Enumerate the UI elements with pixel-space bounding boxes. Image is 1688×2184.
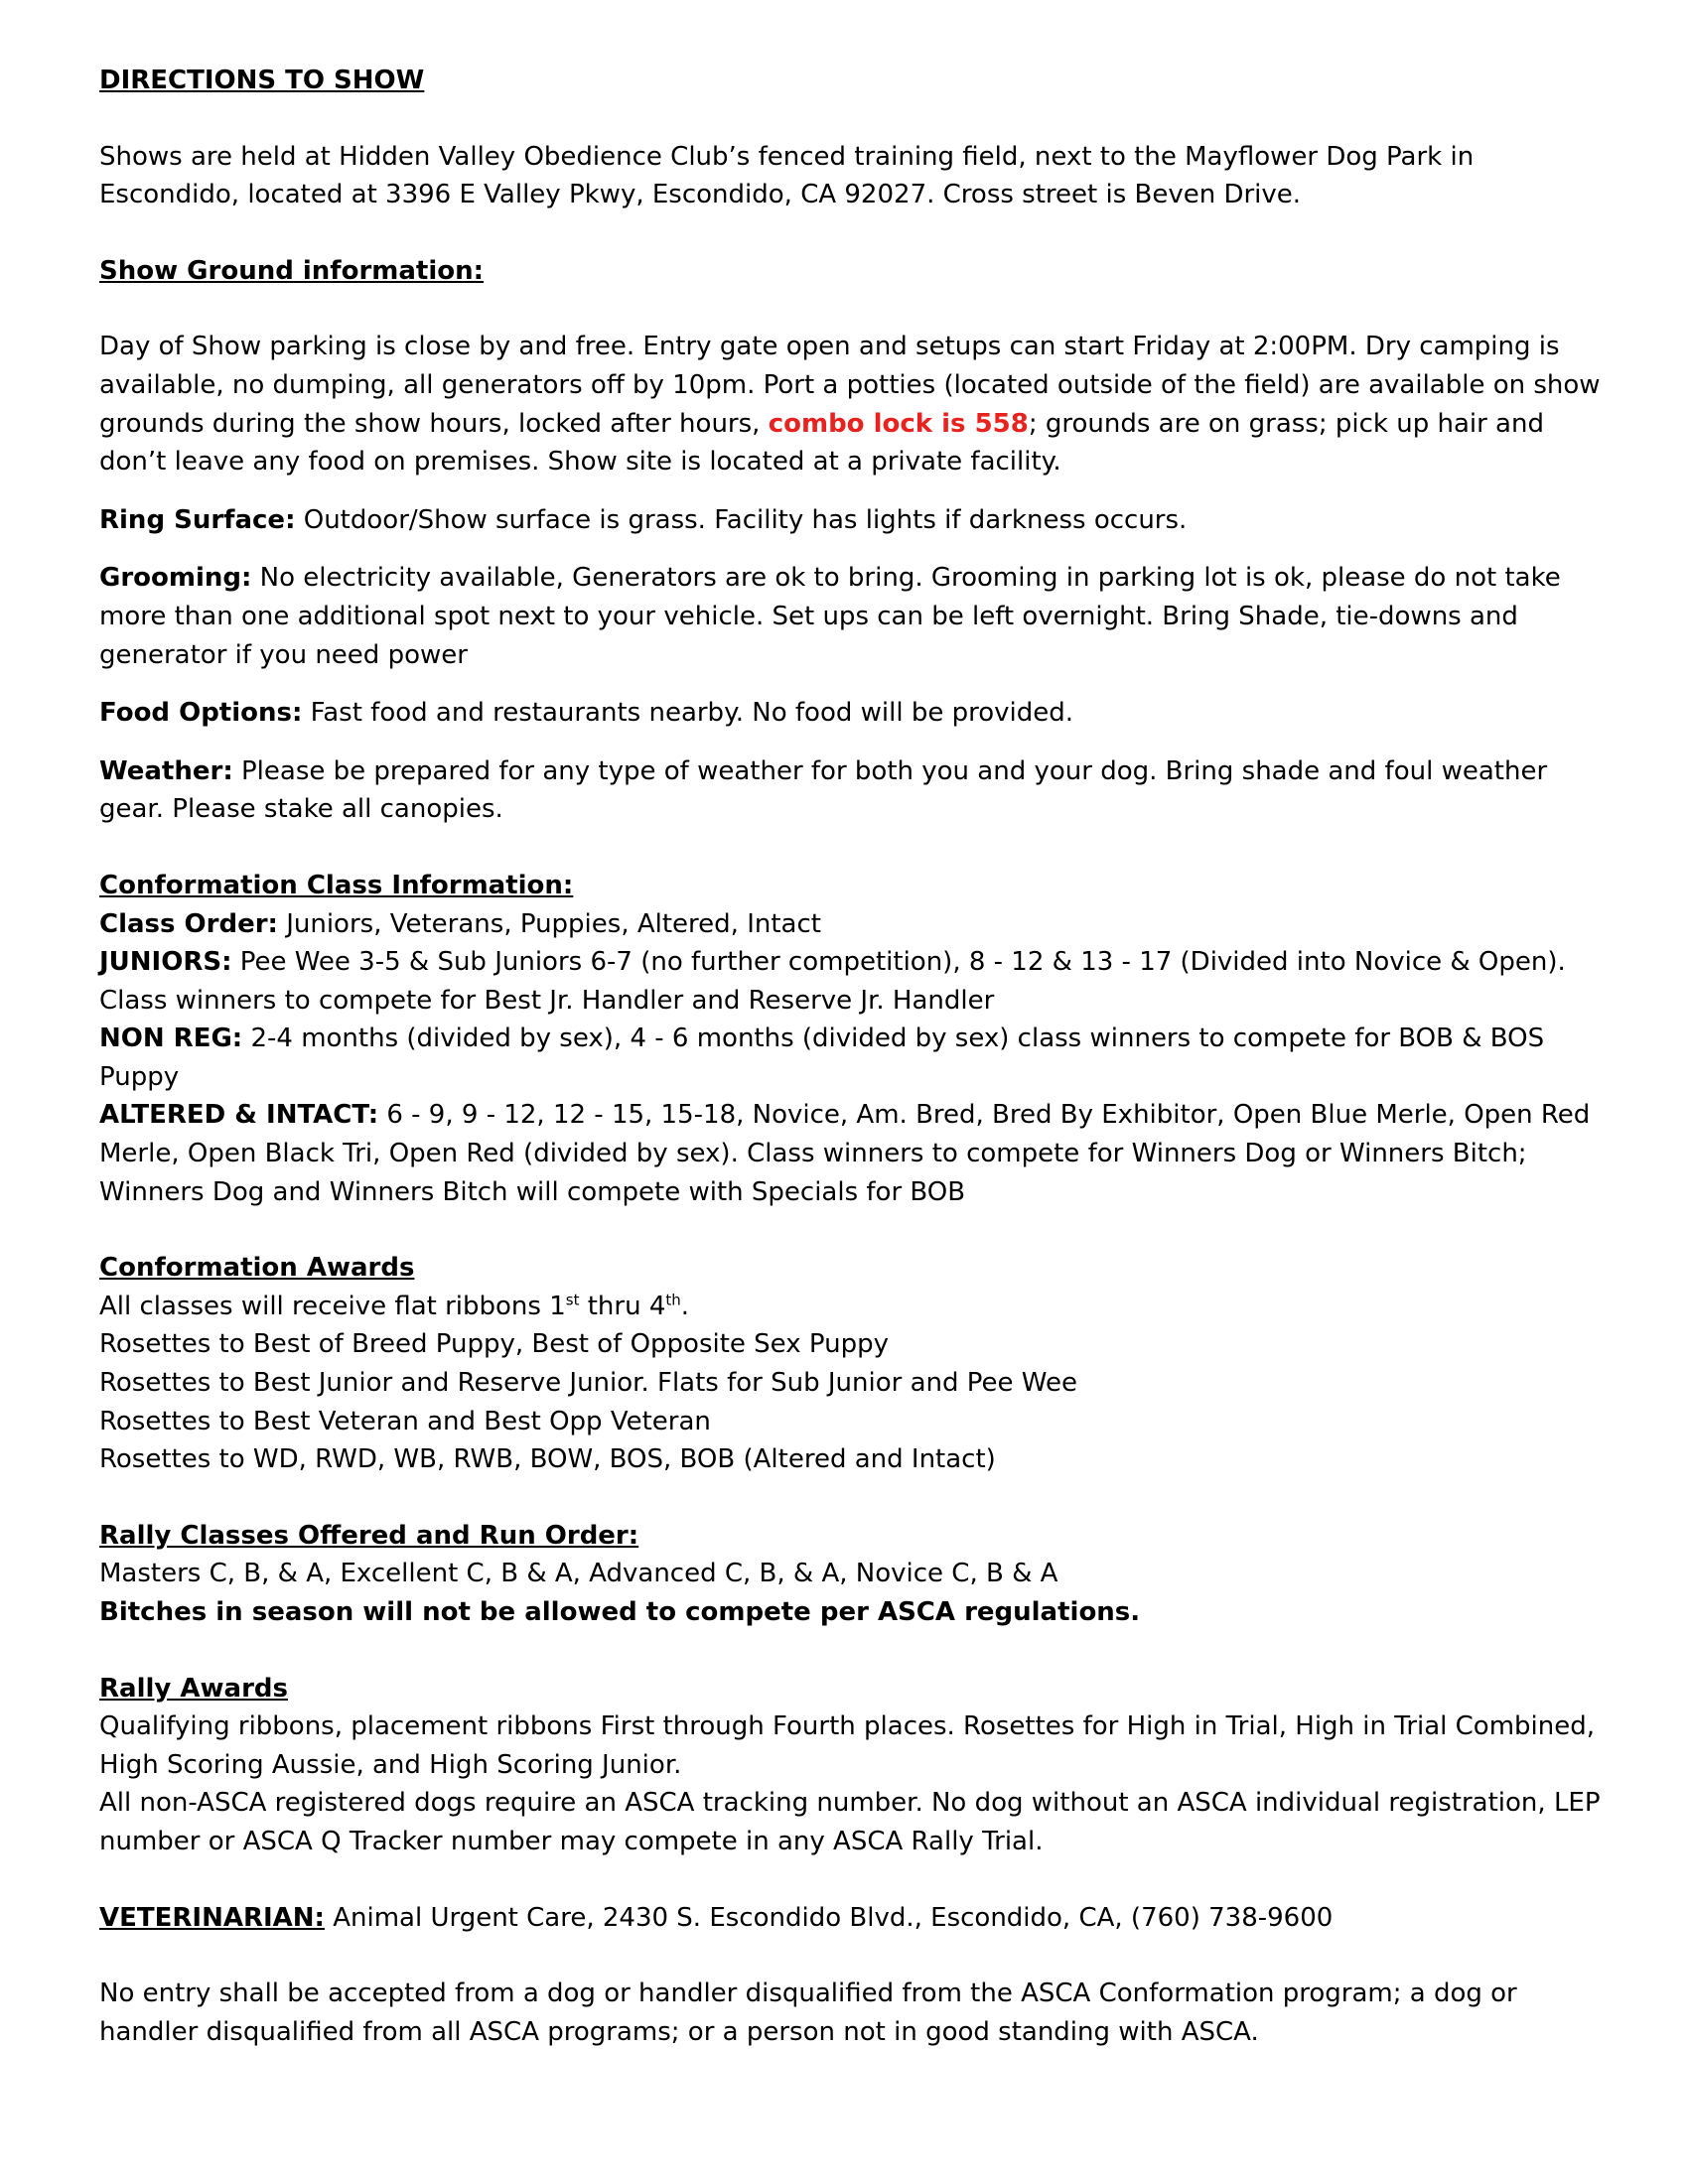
disclaimer-text: No entry shall be accepted from a dog or handler disqualified from the ASCA Conformation program; a dog or handler disqualified from all ASCA programs; or a person not in good standing with ASCA.	[99, 1979, 1517, 2047]
food-text: Fast food and restaurants nearby. No food will be provided.	[302, 698, 1074, 729]
awards-line-1-a: All classes will receive flat ribbons 1	[99, 1291, 566, 1321]
grooming-text: No electricity available, Generators are ok to bring. Grooming in parking lot is ok, please do not take more than one additional spot next to your vehicle. Set ups can be left overnight. Bring Shade, tie-downs and generator if you need power	[99, 563, 1561, 670]
conformation-class-heading: Conformation Class Information:	[99, 870, 574, 900]
food-label: Food Options:	[99, 698, 303, 729]
awards-line-5: Rosettes to WD, RWD, WB, RWB, BOW, BOS, BOB (Altered and Intact)	[99, 1444, 996, 1475]
directions-section	[99, 62, 1609, 100]
weather-text: Please be prepared for any type of weather for both you and your dog. Bring shade and foul weather gear. Please stake all canopies.	[99, 755, 1548, 825]
show-ground-heading: Show Ground information:	[99, 255, 485, 286]
conformation-awards-section	[99, 1249, 1609, 1288]
awards-line-3: Rosettes to Best Junior and Reserve Junior. Flats for Sub Junior and Pee Wee	[99, 1368, 1077, 1399]
veterinarian-line	[99, 1899, 1609, 1938]
awards-line-1-c: .	[680, 1291, 690, 1321]
ring-surface-text: Outdoor/Show surface is grass. Facility has lights if darkness occurs.	[295, 504, 1188, 535]
class-order-label: Class Order:	[99, 908, 278, 939]
ring-surface-paragraph	[99, 501, 1609, 540]
class-order-text: Juniors, Veterans, Puppies, Altered, Intact	[277, 908, 821, 939]
show-ground-text-part2: ; grounds are on grass; pick up hair and don’t leave any food on premises. Show site is located at a private facility.	[99, 408, 1544, 478]
show-ground-section	[99, 252, 1609, 291]
class-order-line	[99, 905, 1609, 944]
weather-label: Weather:	[99, 755, 233, 786]
rally-awards-section	[99, 1670, 1609, 1708]
rally-classes-section	[99, 1517, 1609, 1556]
altered-intact-label: ALTERED & INTACT:	[99, 1100, 379, 1131]
directions-text: Shows are held at Hidden Valley Obedience Club’s fenced training field, next to the Mayflower Dog Park in Escondido, located at 3396 E Valley Pkwy, Escondido, CA 92027. Cross street is Beven Drive.	[99, 141, 1475, 210]
rally-awards-text-2: All non-ASCA registered dogs require an ASCA tracking number. No dog without an ASCA individual registration, LEP number or ASCA Q Tracker number may compete in any ASCA Rally Trial.	[99, 1788, 1601, 1856]
nonreg-line	[99, 1020, 1609, 1096]
rally-classes-heading: Rally Classes Offered and Run Order:	[99, 1520, 639, 1551]
document-page	[99, 62, 1609, 2051]
awards-line-1	[99, 1288, 1609, 1326]
altered-intact-text: 6 - 9, 9 - 12, 12 - 15, 15-18, Novice, Am. Bred, Bred By Exhibitor, Open Blue Merle, Open Red Merle, Open Black Tri, Open Red (divided by sex). Class winners to compete for Winners Dog or Winners Bitch; Winners Dog and Winners Bitch will compete with Specials for BOB	[99, 1100, 1591, 1207]
awards-line-4: Rosettes to Best Veteran and Best Opp Veteran	[99, 1406, 711, 1436]
juniors-label: JUNIORS:	[99, 947, 232, 978]
combo-lock-notice: combo lock is 558	[768, 408, 1029, 439]
ordinal-st: st	[565, 1291, 580, 1309]
show-ground-text	[99, 328, 1609, 480]
veterinarian-text: Animal Urgent Care, 2430 S. Escondido Blvd., Escondido, CA, (760) 738-9600	[324, 1902, 1334, 1933]
weather-paragraph	[99, 752, 1609, 829]
ring-surface-label: Ring Surface:	[99, 504, 296, 535]
nonreg-label: NON REG:	[99, 1024, 243, 1054]
nonreg-text: 2-4 months (divided by sex), 4 - 6 months (divided by sex) class winners to compete for BOB & BOS Puppy	[99, 1024, 1545, 1092]
rally-awards-text-1: Qualifying ribbons, placement ribbons First through Fourth places. Rosettes for High in Trial, High in Trial Combined, High Scoring Aussie, and High Scoring Junior.	[99, 1711, 1596, 1780]
show-ground-text-part1: Day of Show parking is close by and free. Entry gate open and setups can start Friday at 2:00PM. Dry camping is available, no dumping, all generators off by 10pm. Port a potties (located outside of the field) are available on show grounds during the show hours, locked after hours,	[99, 332, 1601, 439]
food-paragraph	[99, 694, 1609, 733]
ordinal-th: th	[665, 1291, 681, 1309]
juniors-text: Pee Wee 3-5 & Sub Juniors 6-7 (no further competition), 8 - 12 & 13 - 17 (Divided into Novice & Open). Class winners to compete for Best Jr. Handler and Reserve Jr. Handler	[99, 947, 1566, 1016]
awards-line-2: Rosettes to Best of Breed Puppy, Best of Opposite Sex Puppy	[99, 1329, 889, 1360]
awards-line-1-b: thru 4	[579, 1291, 666, 1321]
juniors-line	[99, 943, 1609, 1020]
rally-awards-heading: Rally Awards	[99, 1673, 288, 1704]
grooming-label: Grooming:	[99, 563, 252, 594]
directions-heading: DIRECTIONS TO SHOW	[99, 66, 425, 95]
conformation-awards-heading: Conformation Awards	[99, 1253, 415, 1284]
conformation-class-section	[99, 867, 1609, 905]
veterinarian-label: VETERINARIAN:	[99, 1902, 325, 1933]
grooming-paragraph	[99, 559, 1609, 674]
rally-classes-line-1: Masters C, B, & A, Excellent C, B & A, Advanced C, B, & A, Novice C, B & A	[99, 1559, 1058, 1589]
altered-intact-line	[99, 1096, 1609, 1211]
rally-classes-line-2: Bitches in season will not be allowed to compete per ASCA regulations.	[99, 1597, 1141, 1627]
